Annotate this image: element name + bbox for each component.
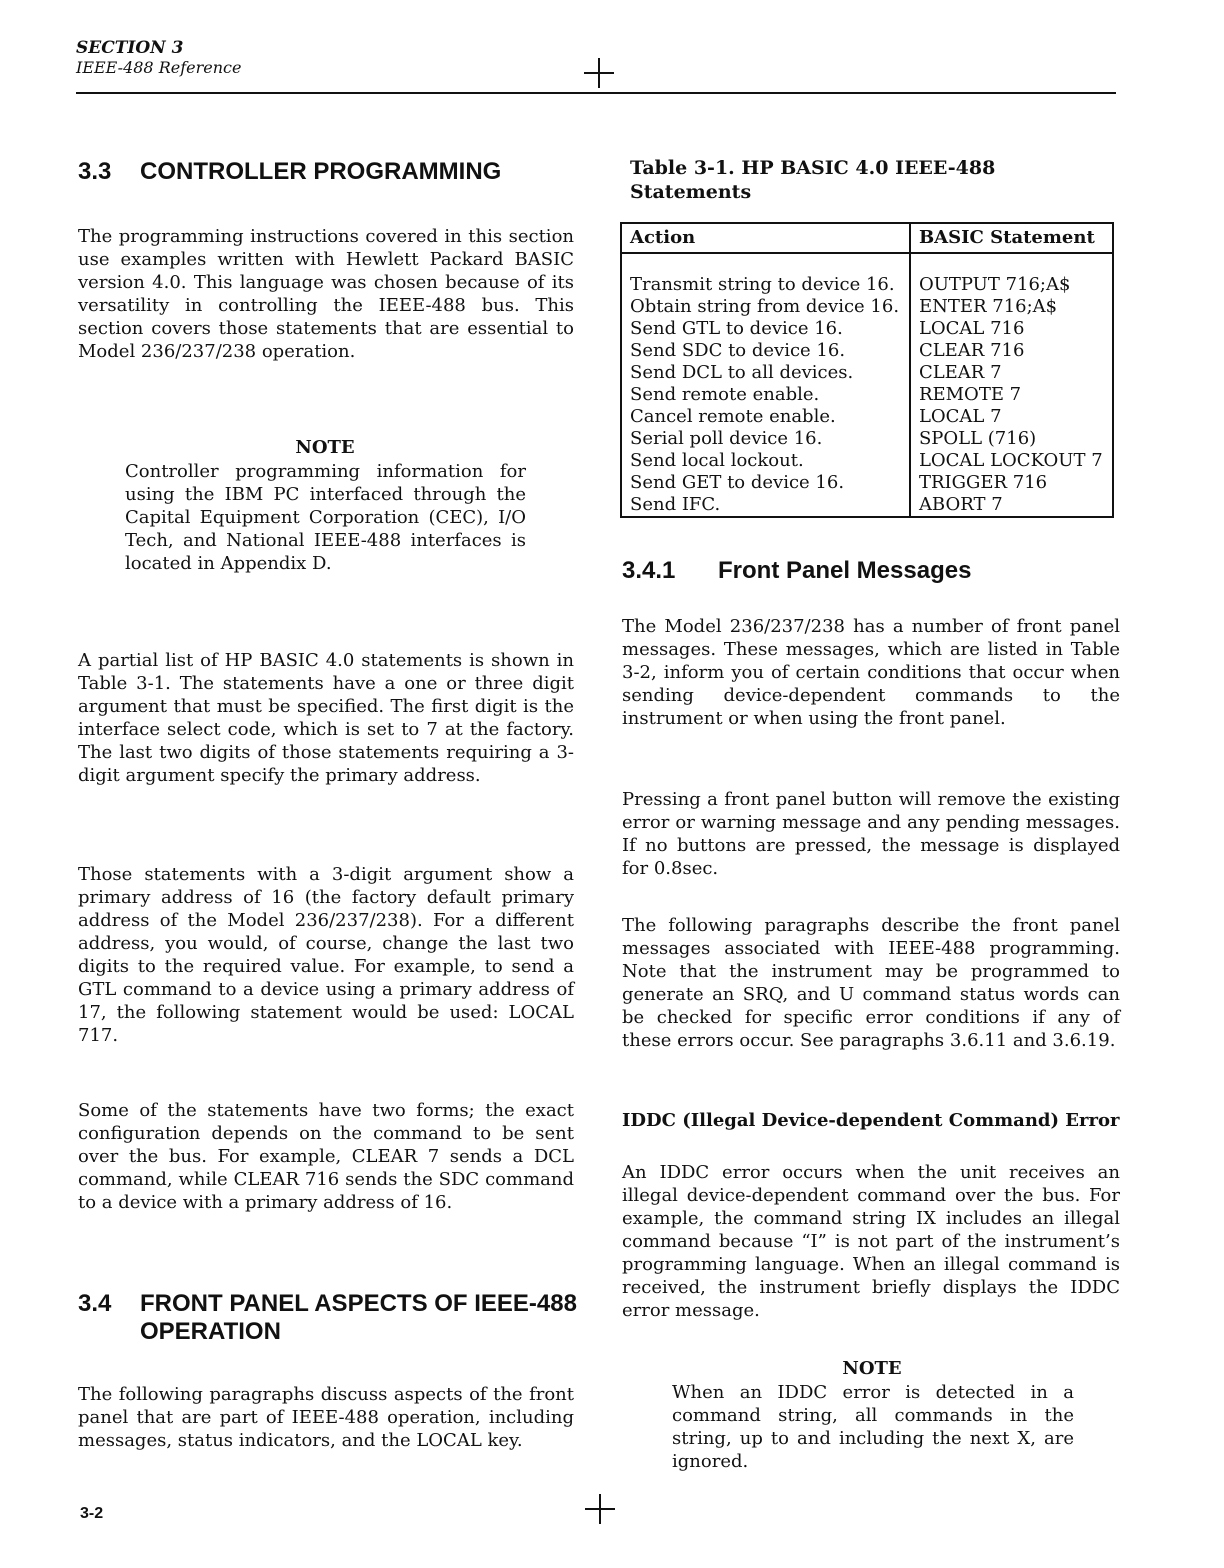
table-cell-action: Cancel remote enable. (621, 406, 910, 428)
table-cell-statement: OUTPUT 716;A$ (918, 274, 1071, 295)
table-cell-action: Send IFC. (621, 494, 910, 517)
header-rule (76, 92, 1116, 94)
heading-title: Front Panel Messages (718, 557, 972, 584)
section-subtitle: IEEE-488 Reference (76, 58, 242, 77)
column-header-action: Action (621, 223, 910, 253)
paragraph-three-digit: Those statements with a 3-digit argument show a primary address of 16 (the factory default primary address of the Model 236/237/238). For a different address, you would, of course, change the last two digits to the required value. For example, to send a GTL command to a device using a primary address of 17, the following statement would be used: LOCAL 717. (78, 864, 574, 1046)
paragraph-following: The following paragraphs describe the front panel messages associated with IEEE-488 programming. Note that the instrument may be programmed to generate an SRQ, and U command status words can be checked for specific error conditions if any of these errors occur. See paragraphs 3.6.11 and 3.6.19. (622, 915, 1120, 1051)
table-cell-action: Transmit string to device 16. (621, 253, 910, 296)
table-cell-action: Send GET to device 16. (621, 472, 910, 494)
table-cell-action: Send SDC to device 16. (621, 340, 910, 362)
table-row (621, 253, 1113, 296)
heading-number: 3.4 (78, 1290, 112, 1317)
table-cell-statement: TRIGGER 716 (918, 472, 1048, 493)
table-cell-action: Serial poll device 16. (621, 428, 910, 450)
table-cell-action: Send GTL to device 16. (621, 318, 910, 340)
table-row (621, 494, 1113, 517)
heading-3-4 (78, 1290, 598, 1346)
paragraph-front-panel: The following paragraphs discuss aspects of the front panel that are part of IEEE-488 operation, including messages, status indicators, and the LOCAL key. (78, 1384, 574, 1451)
table-row (621, 384, 1113, 406)
note-title: NOTE (295, 437, 355, 458)
table-cell-statement: ENTER 716;A$ (918, 296, 1058, 317)
table-row (621, 296, 1113, 318)
note-body-iddc: When an IDDC error is detected in a command string, all commands in the string, up to and including the next X, are ignored. (672, 1382, 1074, 1472)
table-cell-statement: CLEAR 7 (918, 362, 1002, 383)
section-label: SECTION 3 (76, 38, 184, 58)
heading-3-4-1 (622, 557, 1122, 585)
table-cell-action: Send local lockout. (621, 450, 910, 472)
table-cell-action: Send remote enable. (621, 384, 910, 406)
table-caption: Table 3-1. HP BASIC 4.0 IEEE-488 Statements (630, 157, 996, 203)
statements-table (620, 222, 1114, 518)
iddc-heading: IDDC (Illegal Device-dependent Command) Error (622, 1110, 1120, 1131)
page-number: 3-2 (80, 1505, 104, 1522)
table-row (621, 428, 1113, 450)
paragraph-partial-list: A partial list of HP BASIC 4.0 statements is shown in Table 3-1. The statements have a one or three digit argument that must be specified. The first digit is the interface select code, which is set to 7 at the factory. The last two digits of those statements requiring a 3-digit argument specify the primary address. (78, 650, 574, 786)
column-header-statement: BASIC Statement (910, 223, 1113, 253)
table-row (621, 318, 1113, 340)
paragraph-iddc: An IDDC error occurs when the unit receives an illegal device-dependent command over the bus. For example, the command string IX includes an illegal command because “I” is not part of the instrument’s programming language. When an illegal command is received, the instrument briefly displays the IDDC error message. (622, 1162, 1120, 1321)
table-cell-statement: LOCAL 7 (918, 406, 1002, 427)
heading-title-line2: OPERATION (140, 1318, 281, 1345)
table-row (621, 340, 1113, 362)
table-cell-statement: REMOTE 7 (918, 384, 1022, 405)
paragraph-messages: The Model 236/237/238 has a number of front panel messages. These messages, which are listed in Table 3-2, inform you of certain conditions that occur when sending device-dependent commands to the instrument or when using the front panel. (622, 616, 1120, 729)
table-cell-statement: ABORT 7 (918, 494, 1003, 515)
paragraph-pressing: Pressing a front panel button will remove the existing error or warning message and any pending messages. If no buttons are pressed, the message is displayed for 0.8sec. (622, 789, 1120, 879)
heading-number: 3.3 (78, 158, 112, 185)
table-row (621, 362, 1113, 384)
table-cell-statement: CLEAR 716 (918, 340, 1025, 361)
heading-number: 3.4.1 (622, 557, 676, 584)
table-row (621, 472, 1113, 494)
heading-title-line1: FRONT PANEL ASPECTS OF IEEE-488 (140, 1290, 577, 1317)
table-row (621, 406, 1113, 428)
table-row (621, 450, 1113, 472)
note-title-iddc: NOTE (842, 1358, 902, 1379)
heading-title: CONTROLLER PROGRAMMING (140, 158, 502, 185)
table-cell-action: Send DCL to all devices. (621, 362, 910, 384)
registration-mark-bottom (585, 1494, 615, 1524)
note-body: Controller programming information for using the IBM PC interfaced through the Capital Equipment Corporation (CEC), I/O Tech, and National IEEE-488 interfaces is located in Appendix D. (125, 461, 526, 574)
table-cell-statement: SPOLL (716) (918, 428, 1037, 449)
table-cell-statement: LOCAL LOCKOUT 7 (918, 450, 1103, 471)
table-cell-statement: LOCAL 716 (918, 318, 1025, 339)
paragraph-intro: The programming instructions covered in this section use examples written with Hewlett Packard BASIC version 4.0. This language was chosen because of its versatility in controlling the IEEE-488 bus. This section covers those statements that are essential to Model 236/237/238 operation. (78, 226, 574, 362)
table-cell-action: Obtain string from device 16. (621, 296, 910, 318)
heading-3-3 (78, 158, 578, 186)
registration-mark-top (584, 58, 614, 88)
paragraph-two-forms: Some of the statements have two forms; the exact configuration depends on the command to be sent over the bus. For example, CLEAR 7 sends a DCL command, while CLEAR 716 sends the SDC command to a device with a primary address of 16. (78, 1100, 574, 1213)
